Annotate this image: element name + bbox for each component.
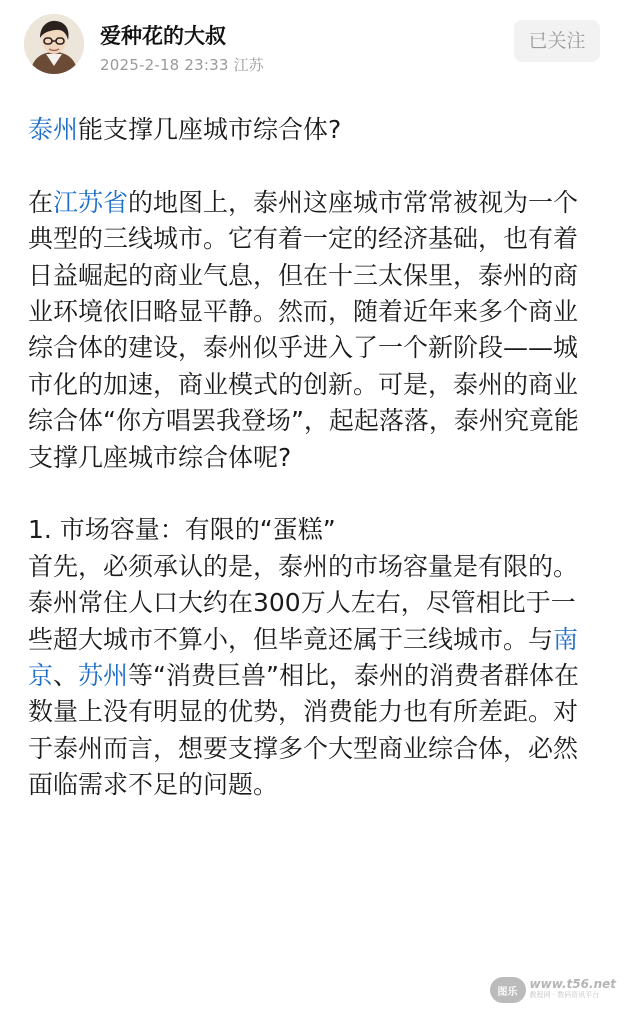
watermark	[490, 974, 616, 1006]
section-heading: 1. 市场容量：有限的“蛋糕”	[28, 515, 336, 545]
paragraph-gap	[28, 148, 600, 184]
tag-link-nanjing[interactable]: 南京	[28, 624, 579, 691]
avatar-illustration-icon	[24, 14, 84, 74]
paragraph-intro	[28, 185, 600, 476]
tag-link-jiangsu[interactable]: 江苏省	[53, 187, 129, 217]
paragraph-text: 的地图上，泰州这座城市常常被视为一个典型的三线城市。它有着一定的经济基础，也有着日益崛起的商业气息，但在十三太保里，泰州的商业环境依旧略显平静。然而，随着近年来多个商业综合体的建设，泰州似乎进入了一个新阶段——城市化的加速，商业模式的创新。可是，泰州的商业综合体“你方唱罢我登场”，起起落落，泰州究竟能支撑几座城市综合体呢?	[28, 187, 579, 472]
paragraph-text: 等“消费巨兽”相比，泰州的消费者群体在数量上没有明显的优势，消费能力也有所差距。对于泰州而言，想要支撑多个大型商业综合体，必然面临需求不足的问题。	[28, 661, 579, 800]
watermark-sub: 教程网 · 数码资讯平台	[529, 991, 600, 999]
paragraph-market	[28, 549, 600, 804]
article-title	[28, 112, 600, 148]
tag-link-taizhou[interactable]: 泰州	[28, 115, 79, 144]
watermark-url: www.t56.net	[529, 977, 616, 991]
author-name[interactable]: 爱种花的大叔	[100, 24, 226, 48]
article-body	[28, 112, 600, 804]
article-title-text: 能支撑几座城市综合体?	[78, 115, 342, 144]
post-meta: 2025-2-18 23:33 江苏	[100, 56, 264, 74]
paragraph-text: 首先，必须承认的是，泰州的市场容量是有限的。泰州常住人口大约在300万人左右，尽管相比于一些超大城市不算小，但毕竟还属于三线城市。与	[28, 551, 579, 654]
follow-button[interactable]: 已关注	[514, 20, 600, 62]
paragraph-text: 在	[28, 187, 54, 217]
tag-link-suzhou[interactable]: 苏州	[78, 661, 129, 691]
paragraph-text: 、	[53, 661, 79, 691]
watermark-logo-icon: 图乐	[490, 977, 526, 1003]
paragraph-gap	[28, 476, 600, 512]
post-header	[0, 0, 628, 100]
avatar[interactable]	[24, 14, 84, 74]
watermark-text	[530, 979, 616, 1001]
